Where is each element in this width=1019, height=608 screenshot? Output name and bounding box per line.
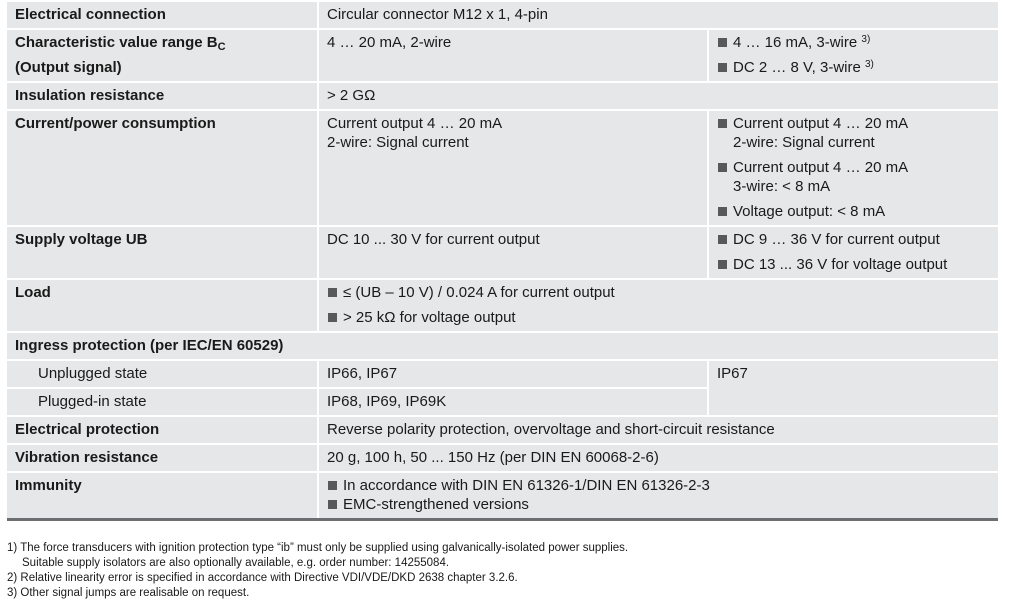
square-bullet-icon <box>718 63 727 72</box>
footnote-2: 2) Relative linearity error is specified in accordance with Directive VDI/VDE/DKD 2638 chapter 3.2.6. <box>7 572 518 584</box>
row-label: Electrical protection <box>7 416 318 444</box>
list-item: Voltage output: < 8 mA <box>717 202 990 221</box>
footnote-ref: 3) <box>865 59 874 70</box>
square-bullet-icon <box>718 207 727 216</box>
section-heading: Ingress protection (per IEC/EN 60529) <box>7 332 998 360</box>
footnote-1-continued: Suitable supply isolators are also optionally available, e.g. order number: 14255084. <box>22 557 450 569</box>
row-value: 20 g, 100 h, 50 ... 150 Hz (per DIN EN 60068-2-6) <box>318 444 998 472</box>
row-value: > 2 GΩ <box>318 82 998 110</box>
footnote-3: 3) Other signal jumps are realisable on request. <box>7 587 250 599</box>
row-value: Circular connector M12 x 1, 4-pin <box>318 2 998 29</box>
specifications-table <box>7 2 998 521</box>
row-label: Electrical connection <box>7 2 318 29</box>
row-insulation-resistance <box>7 82 998 110</box>
label-line2: (Output signal) <box>15 59 122 76</box>
value-col3 <box>708 29 998 82</box>
list-item: > 25 kΩ for voltage output <box>327 308 990 327</box>
row-unplugged-state <box>7 360 998 388</box>
list-item: DC 13 ... 36 V for voltage output <box>717 255 990 274</box>
value-col3 <box>708 226 998 279</box>
square-bullet-icon <box>328 500 337 509</box>
row-electrical-protection <box>7 416 998 444</box>
row-current-power-consumption <box>7 110 998 226</box>
list-item: 4 … 16 mA, 3-wire $^{3)}$ <box>717 33 990 52</box>
row-immunity <box>7 472 998 520</box>
value-col2: DC 10 ... 30 V for current output <box>318 226 708 279</box>
footnote-1: 1) The force transducers with ignition protection type “ib” must only be supplied using galvanically-isolated power supplies. <box>7 542 629 554</box>
row-label: Immunity <box>7 472 318 520</box>
value-col3: IP67 <box>708 360 998 416</box>
row-characteristic-value-range <box>7 29 998 82</box>
row-label: Supply voltage UB <box>7 226 318 279</box>
row-vibration-resistance <box>7 444 998 472</box>
row-label <box>7 29 318 82</box>
row-electrical-connection <box>7 2 998 29</box>
value-col2: Current output 4 … 20 mA 2-wire: Signal current <box>318 110 708 226</box>
footnotes <box>7 541 1012 601</box>
row-label: Unplugged state <box>7 360 318 388</box>
list-item: In accordance with DIN EN 61326-1/DIN EN 61326-2-3 <box>327 476 990 495</box>
row-label: Insulation resistance <box>7 82 318 110</box>
value-col2: 4 … 20 mA, 2-wire <box>318 29 708 82</box>
row-load <box>7 279 998 332</box>
square-bullet-icon <box>718 38 727 47</box>
list-item: DC 2 … 8 V, 3-wire $^{3)}$ <box>717 58 990 77</box>
value-col2: IP66, IP67 <box>318 360 708 388</box>
row-label: Plugged-in state <box>7 388 318 416</box>
footnote-ref: 3) <box>861 34 871 45</box>
value-col2: IP68, IP69, IP69K <box>318 388 708 416</box>
row-label: Current/power consumption <box>7 110 318 226</box>
row-label: Vibration resistance <box>7 444 318 472</box>
label-subscript: C <box>217 41 226 53</box>
square-bullet-icon <box>718 235 727 244</box>
row-value: Reverse polarity protection, overvoltage and short-circuit resistance <box>318 416 998 444</box>
square-bullet-icon <box>328 288 337 297</box>
list-item: Current output 4 … 20 mA 3-wire: < 8 mA <box>717 158 990 196</box>
row-value <box>318 279 998 332</box>
square-bullet-icon <box>718 260 727 269</box>
list-item: DC 9 … 36 V for current output <box>717 230 990 249</box>
square-bullet-icon <box>718 119 727 128</box>
row-ingress-protection <box>7 332 998 360</box>
square-bullet-icon <box>328 481 337 490</box>
row-supply-voltage <box>7 226 998 279</box>
list-item: ≤ (UB – 10 V) / 0.024 A for current output <box>327 283 990 302</box>
row-label: Load <box>7 279 318 332</box>
square-bullet-icon <box>328 313 337 322</box>
value-col3 <box>708 110 998 226</box>
label-main: Characteristic value range B <box>15 34 218 51</box>
list-item: Current output 4 … 20 mA 2-wire: Signal current <box>717 114 990 152</box>
list-item: EMC-strengthened versions <box>327 495 990 514</box>
square-bullet-icon <box>718 163 727 172</box>
row-value <box>318 472 998 520</box>
